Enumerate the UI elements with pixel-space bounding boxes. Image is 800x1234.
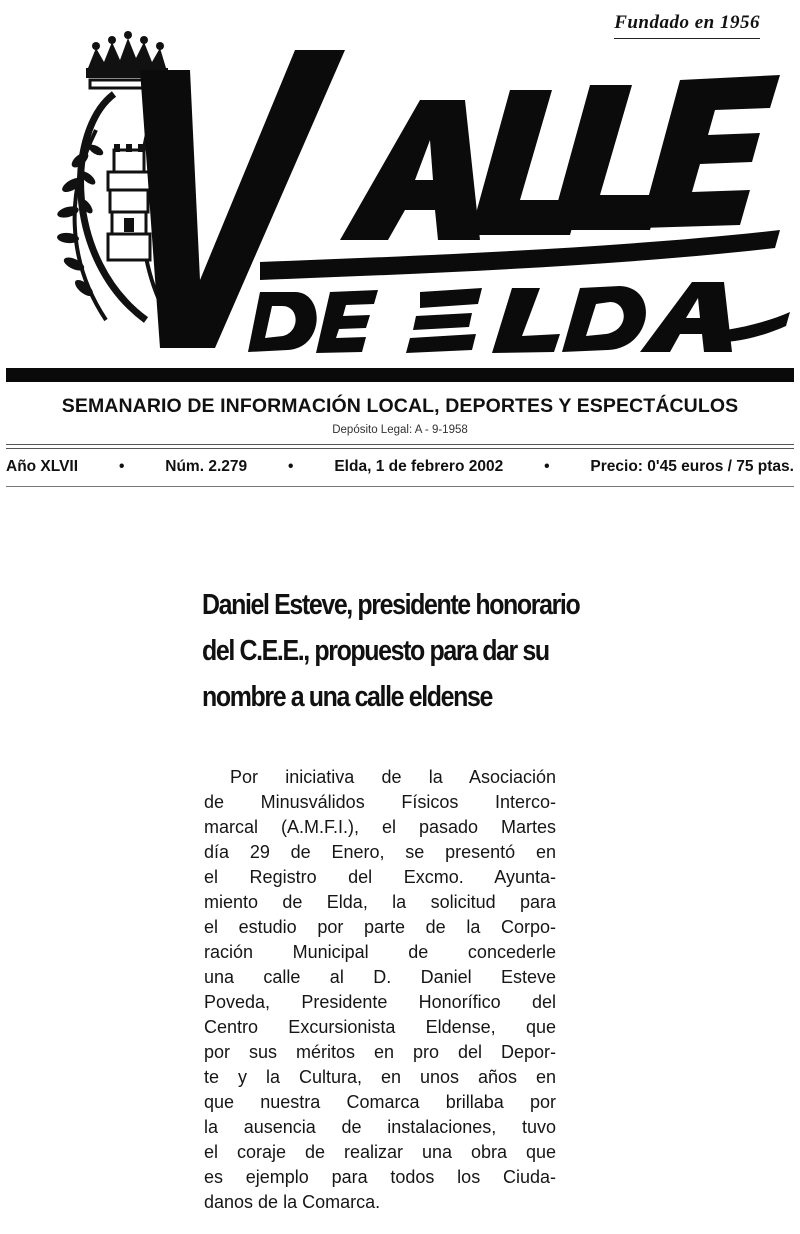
- newspaper-logotype: [120, 30, 800, 370]
- body-line: es ejemplo para todos los Ciuda-: [204, 1167, 556, 1187]
- bullet-separator: •: [118, 458, 125, 475]
- headline-line: Daniel Esteve, presidente honorario: [202, 589, 580, 621]
- body-line: Por iniciativa de la Asociación: [230, 767, 556, 787]
- bullet-separator: •: [544, 458, 550, 475]
- body-line: el coraje de realizar una obra que: [204, 1142, 556, 1162]
- issue-price: Precio: 0'45 euros / 75 ptas.: [590, 458, 794, 475]
- body-line: día 29 de Enero, se presentó en: [204, 842, 556, 862]
- body-line: una calle al D. Daniel Esteve: [204, 967, 556, 987]
- body-line: el estudio por parte de la Corpo-: [204, 917, 556, 937]
- body-line: te y la Cultura, en unos años en: [204, 1067, 556, 1087]
- body-line: el Registro del Excmo. Ayunta-: [204, 867, 556, 887]
- headline-line: nombre a una calle eldense: [202, 681, 492, 713]
- masthead-subtitle: SEMANARIO DE INFORMACIÓN LOCAL, DEPORTES Y ESPECTÁCULOS: [61, 395, 739, 417]
- body-line: danos de la Comarca.: [204, 1192, 381, 1212]
- article-body: [204, 765, 556, 1215]
- divider: [6, 444, 794, 445]
- masthead-rule: [6, 368, 794, 382]
- issue-date: Elda, 1 de febrero 2002: [334, 458, 504, 475]
- founded-tag: Fundado en 1956: [614, 12, 760, 39]
- divider: [6, 486, 794, 487]
- legal-deposit: Depósito Legal: A - 9-1958: [332, 424, 468, 436]
- body-line: miento de Elda, la solicitud para: [204, 892, 556, 912]
- body-line: de Minusválidos Físicos Interco-: [204, 792, 556, 812]
- body-line: Centro Excursionista Eldense, que: [204, 1017, 556, 1037]
- body-line: marcal (A.M.F.I.), el pasado Martes: [204, 817, 556, 837]
- issue-number: Núm. 2.279: [165, 458, 248, 475]
- article-headline: [202, 582, 580, 720]
- body-line: ración Municipal de concederle: [204, 942, 556, 962]
- body-line: Poveda, Presidente Honorífico del: [204, 992, 556, 1012]
- body-line: por sus méritos en pro del Depor-: [204, 1042, 556, 1062]
- issue-info: [6, 458, 794, 476]
- body-line: la ausencia de instalaciones, tuvo: [204, 1117, 556, 1137]
- bullet-separator: •: [288, 458, 294, 475]
- divider: [6, 448, 794, 449]
- body-line: que nuestra Comarca brillaba por: [204, 1092, 556, 1112]
- issue-year: Año XLVII: [6, 458, 79, 475]
- headline-line: del C.E.E., propuesto para dar su: [202, 635, 549, 667]
